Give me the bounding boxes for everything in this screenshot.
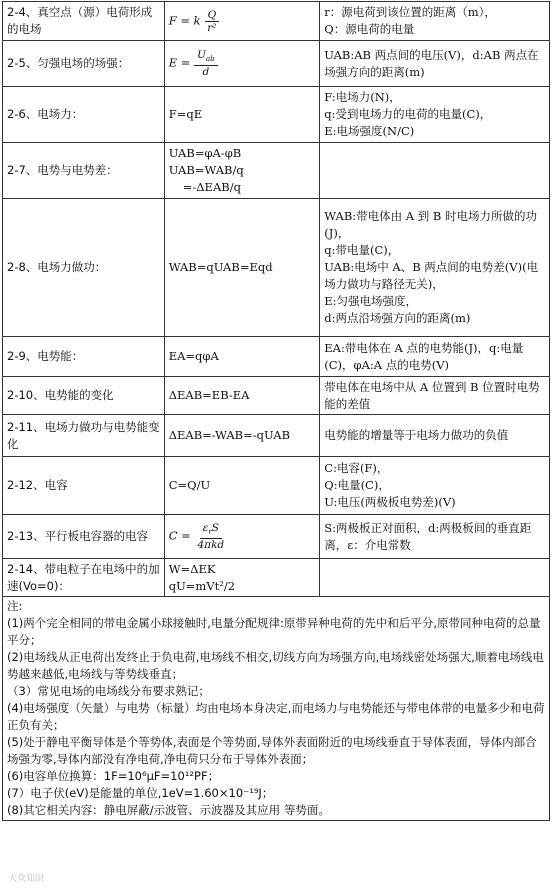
table-row [3, 143, 550, 199]
description-line: d:两点沿场强方向的距离(m) [324, 311, 471, 325]
formula-text: UAB=WAB/q [168, 163, 244, 177]
row-label-text: 2-13、平行板电容器的电容 [7, 529, 149, 543]
description-line: 带电体在电场中从 A 位置到 B 位置时电势能的差值 [324, 379, 540, 411]
table-row [3, 41, 550, 87]
formula-text: ΔEAB=-WAB=-qUAB [168, 428, 291, 442]
note-item: (6)电容单位换算：1F=10⁶μF=10¹²PF； [7, 769, 220, 783]
description-cell [320, 41, 550, 87]
description-line: UAB:电场中 A、B 两点间的电势差(V)(电场力做功与路径无关)， [324, 260, 539, 291]
row-label-text: 2-11、电场力做功与电势能变化 [7, 419, 160, 451]
formula-cell [164, 199, 320, 337]
formula-cell [164, 41, 320, 87]
note-item: (8)其它相关内容：静电屏蔽/示波管、示波器及其应用 等势面。 [7, 803, 330, 817]
description-cell [320, 515, 550, 559]
description-line: Q:电量(C)， [324, 478, 390, 492]
formula-table [2, 1, 550, 821]
row-label [3, 143, 165, 199]
row-label [3, 559, 165, 597]
watermark: 大众知识 [8, 874, 45, 884]
description-line: C:电容(F)， [324, 461, 389, 475]
table-row [3, 415, 550, 457]
description-cell [320, 2, 550, 41]
description-line: Q：源电荷的电量 [324, 22, 415, 36]
formula-text: ΔEAB=EB-EA [168, 388, 250, 402]
row-label [3, 199, 165, 337]
table-row [3, 515, 550, 559]
note-item: (1)两个完全相同的带电金属小球接触时,电量分配规律:原带异种电荷的先中和后平分,原带同种电荷的总量平分； [7, 616, 541, 647]
description-cell [320, 457, 550, 515]
formula-cell [164, 337, 320, 377]
formula-text: F=qE [168, 107, 203, 121]
row-label-text: 2-7、电势与电势差： [7, 163, 118, 177]
note-item: （3）常见电场的电场线分布要求熟记； [7, 684, 210, 698]
row-label [3, 377, 165, 415]
formula-cell [164, 2, 320, 41]
description-line: F:电场力(N)， [324, 90, 401, 104]
formula-cell [164, 515, 320, 559]
table-row [3, 559, 550, 597]
description-line: E:匀强电场强度， [324, 294, 418, 308]
formula-text: =-ΔEAB/q [182, 180, 241, 194]
note-item: (2)电场线从正电荷出发终止于负电荷,电场线不相交,切线方向为场强方向,电场线密处场强大,顺着电场线电势越来越低,电场线与等势线垂直； [7, 650, 544, 681]
row-label-text: 2-8、电场力做功： [7, 260, 107, 274]
description-line: UAB:AB 两点间的电压(V)，d:AB 两点在场强方向的距离(m) [324, 47, 539, 79]
table-row [3, 457, 550, 515]
row-label-text: 2-10、电势能的变化 [7, 388, 114, 402]
description-cell [320, 143, 550, 199]
description-cell [320, 415, 550, 457]
notes-cell [3, 597, 550, 821]
row-label-text: 2-4、真空点（源）电荷形成的电场 [7, 5, 153, 36]
description-line: WAB:带电体由 A 到 B 时电场力所做的功(J)， [324, 209, 538, 240]
row-label [3, 415, 165, 457]
row-label-text: 2-9、电势能： [7, 349, 84, 363]
row-label [3, 515, 165, 559]
formula-text: C = $\frac{\varepsilon_rS}{\text{4πkd}}$ [168, 521, 225, 552]
formula-cell [164, 377, 320, 415]
row-label [3, 457, 165, 515]
description-cell [320, 87, 550, 143]
description-line: S:两极板正对面积，d:两极板间的垂直距离，ε：介电常数 [324, 520, 532, 552]
description-line: E:电场强度(N/C) [324, 124, 415, 138]
formula-cell [164, 415, 320, 457]
formula-text: E = $\frac{U_{ab}}{d}$ [169, 49, 316, 78]
description-cell [320, 559, 550, 597]
description-cell [320, 337, 550, 377]
notes-row [3, 597, 550, 821]
formula-cell [164, 143, 320, 199]
description-line: q:受到电场力的电荷的电量(C)， [324, 107, 492, 121]
row-label-text: 2-6、电场力： [7, 107, 84, 121]
table-row [3, 2, 550, 41]
formula-cell [164, 87, 320, 143]
row-label [3, 87, 165, 143]
row-label [3, 41, 165, 87]
description-cell [320, 199, 550, 337]
description-line: r：源电荷到该位置的距离（m）， [324, 5, 496, 19]
formula-text: WAB=qUAB=Eqd [168, 260, 273, 274]
table-row [3, 377, 550, 415]
description-cell [320, 377, 550, 415]
table-row [3, 199, 550, 337]
description-line: q:带电量(C)， [324, 243, 400, 257]
formula-text: UAB=φA-φB [168, 146, 242, 160]
description-line: 电势能的增量等于电场力做功的负值 [324, 428, 509, 442]
formula-text: C=Q/U [168, 478, 211, 492]
row-label-text: 2-5、匀强电场的场强： [7, 56, 130, 70]
description-line: U:电压(两极板电势差)(V) [324, 495, 456, 509]
row-label [3, 337, 165, 377]
formula-text: EA=qφA [168, 349, 219, 363]
formula-text: F = k $\frac{Q}{\text{r²}}$ [169, 9, 316, 34]
row-label [3, 2, 165, 41]
formula-text: qU=mVt²/2 [168, 578, 236, 593]
formula-text: W=ΔEK [168, 561, 216, 576]
description-line: EA:带电体在 A 点的电势能(J)，q:电量(C)，φA:A 点的电势(V) [324, 340, 524, 372]
table-row [3, 87, 550, 143]
row-label-text: 2-12、电容 [7, 478, 68, 492]
note-item: (7）电子伏(eV)是能量的单位,1eV=1.60×10⁻¹⁹J； [7, 786, 274, 800]
notes-title: 注: [7, 599, 23, 613]
formula-cell [164, 559, 320, 597]
formula-cell [164, 457, 320, 515]
table-row [3, 337, 550, 377]
note-item: (5)处于静电平衡导体是个等势体,表面是个等势面,导体外表面附近的电场线垂直于导体表面，导体内部合场强为零,导体内部没有净电荷,净电荷只分布于导体外表面； [7, 735, 537, 766]
row-label-text: 2-14、带电粒子在电场中的加速(Vo=0)： [7, 561, 160, 593]
note-item: (4)电场强度（矢量）与电势（标量）均由电场本身决定,而电场力与电势能还与带电体带的电量多少和电荷正负有关； [7, 701, 545, 732]
